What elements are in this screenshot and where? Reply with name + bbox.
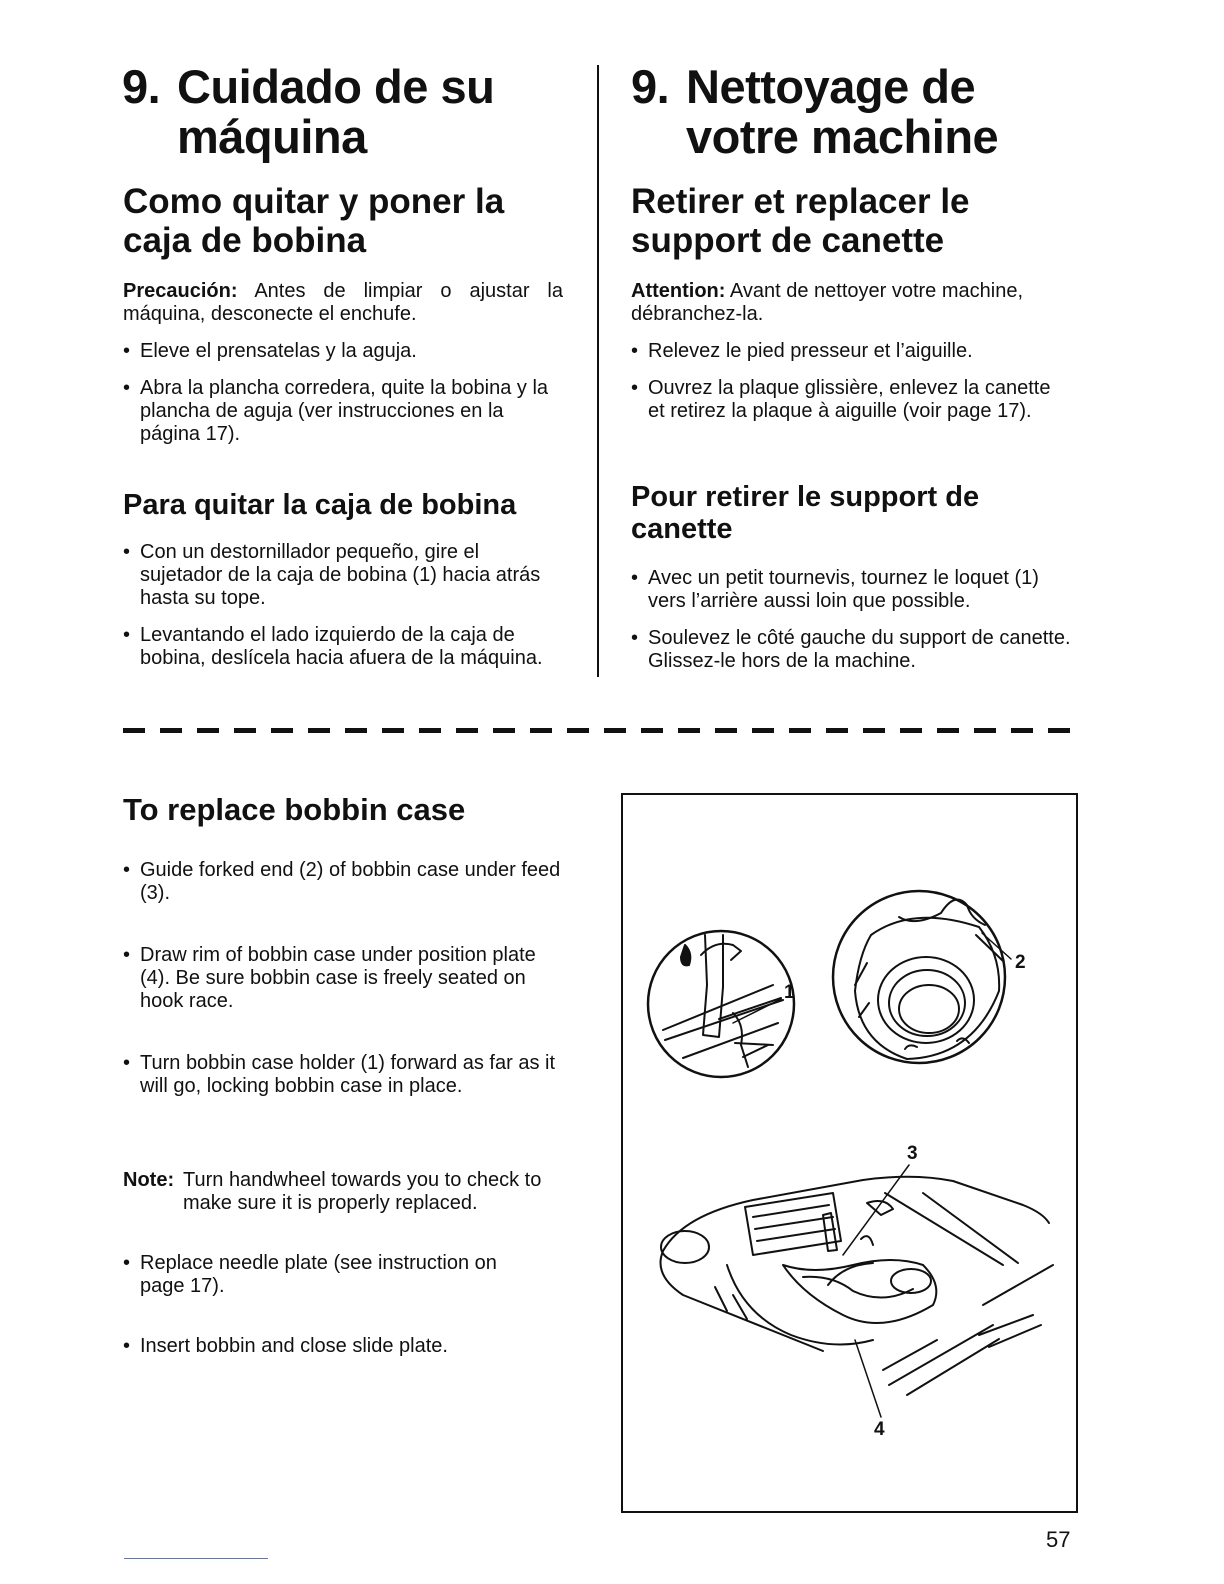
dashed-separator: [123, 728, 1073, 733]
spanish-subsection-title: Para quitar la caja de bobina: [123, 489, 517, 521]
spanish-caution: [123, 280, 563, 326]
list-item: • Con un destornillador pequeño, gire el sujetador de la caja de bobina (1) hacia atrás hasta su tope.: [123, 541, 563, 610]
note-block: [123, 1169, 573, 1215]
spanish-remove-list: [123, 541, 563, 670]
chapter-number: 9.: [122, 60, 161, 113]
french-remove-list: [631, 567, 1071, 673]
caution-text: Avant de nettoyer votre machine, débranchez-la.: [631, 280, 1024, 325]
spanish-section-title: Como quitar y poner la caja de bobina: [123, 182, 505, 260]
french-caution: [631, 280, 1071, 326]
title-line-2: votre machine: [686, 110, 999, 163]
french-column: [631, 62, 1081, 162]
spanish-prep-list: [123, 340, 563, 446]
caution-label: Precaución:: [123, 280, 238, 302]
column-divider: [597, 65, 599, 677]
page-number: 57: [1046, 1527, 1071, 1552]
bobbin-case-illustration: [623, 795, 1076, 1511]
french-section-title: Retirer et replacer le support de canette: [631, 182, 970, 260]
callout-4: 4: [874, 1419, 885, 1440]
spanish-chapter-title: [122, 62, 572, 162]
note-text: Turn handwheel towards you to check to make sure it is properly replaced.: [183, 1169, 542, 1214]
machine-bed-detail: [661, 1177, 1054, 1395]
english-replace-list: [123, 859, 568, 1098]
spanish-column: [122, 62, 572, 162]
title-line-2: máquina: [177, 110, 367, 163]
caution-text: Antes de limpiar o ajustar la máquina, desconecte el enchufe.: [123, 280, 563, 325]
french-subsection-title: Pour retirer le support de canette: [631, 481, 980, 545]
bobbin-case-detail: [833, 891, 1005, 1063]
note-label: Note:: [123, 1169, 175, 1191]
list-item: • Replace needle plate (see instruction on page 17).: [123, 1252, 540, 1298]
list-item: • Insert bobbin and close slide plate.: [123, 1335, 568, 1358]
list-item: • Ouvrez la plaque glissière, enlevez la canette et retirez la plaque à aiguille (voir page 17).: [631, 377, 1071, 423]
title-line-1: Cuidado de su: [177, 60, 495, 113]
footer-rule: [124, 1558, 268, 1559]
english-note: [123, 1169, 573, 1215]
caution-label: Attention:: [631, 280, 726, 302]
list-item: • Levantando el lado izquierdo de la caja de bobina, deslícela hacia afuera de la máquina.: [123, 624, 563, 670]
callout-2: 2: [1015, 952, 1026, 973]
list-item: • Abra la plancha corredera, quite la bobina y la plancha de aguja (ver instrucciones en la página 17).: [123, 377, 563, 446]
list-item: • Draw rim of bobbin case under position plate (4). Be sure bobbin case is freely seated on hook race.: [123, 944, 568, 1013]
french-chapter-title: [631, 62, 1081, 162]
list-item: • Soulevez le côté gauche du support de canette. Glissez-le hors de la machine.: [631, 627, 1071, 673]
illustration-frame: [621, 793, 1078, 1513]
list-item: • Eleve el prensatelas y la aguja.: [123, 340, 563, 363]
english-section-title: To replace bobbin case: [123, 792, 466, 827]
callout-3: 3: [907, 1143, 918, 1164]
callout-1: 1: [784, 982, 795, 1003]
title-line-1: Nettoyage de: [686, 60, 976, 113]
list-item: • Avec un petit tournevis, tournez le loquet (1) vers l’arrière aussi loin que possible.: [631, 567, 1071, 613]
chapter-number: 9.: [631, 60, 670, 113]
list-item: • Relevez le pied presseur et l’aiguille.: [631, 340, 1071, 363]
list-item: • Guide forked end (2) of bobbin case under feed (3).: [123, 859, 568, 905]
french-prep-list: [631, 340, 1071, 423]
english-final-list: [123, 1252, 568, 1358]
list-item: • Turn bobbin case holder (1) forward as far as it will go, locking bobbin case in place.: [123, 1052, 568, 1098]
